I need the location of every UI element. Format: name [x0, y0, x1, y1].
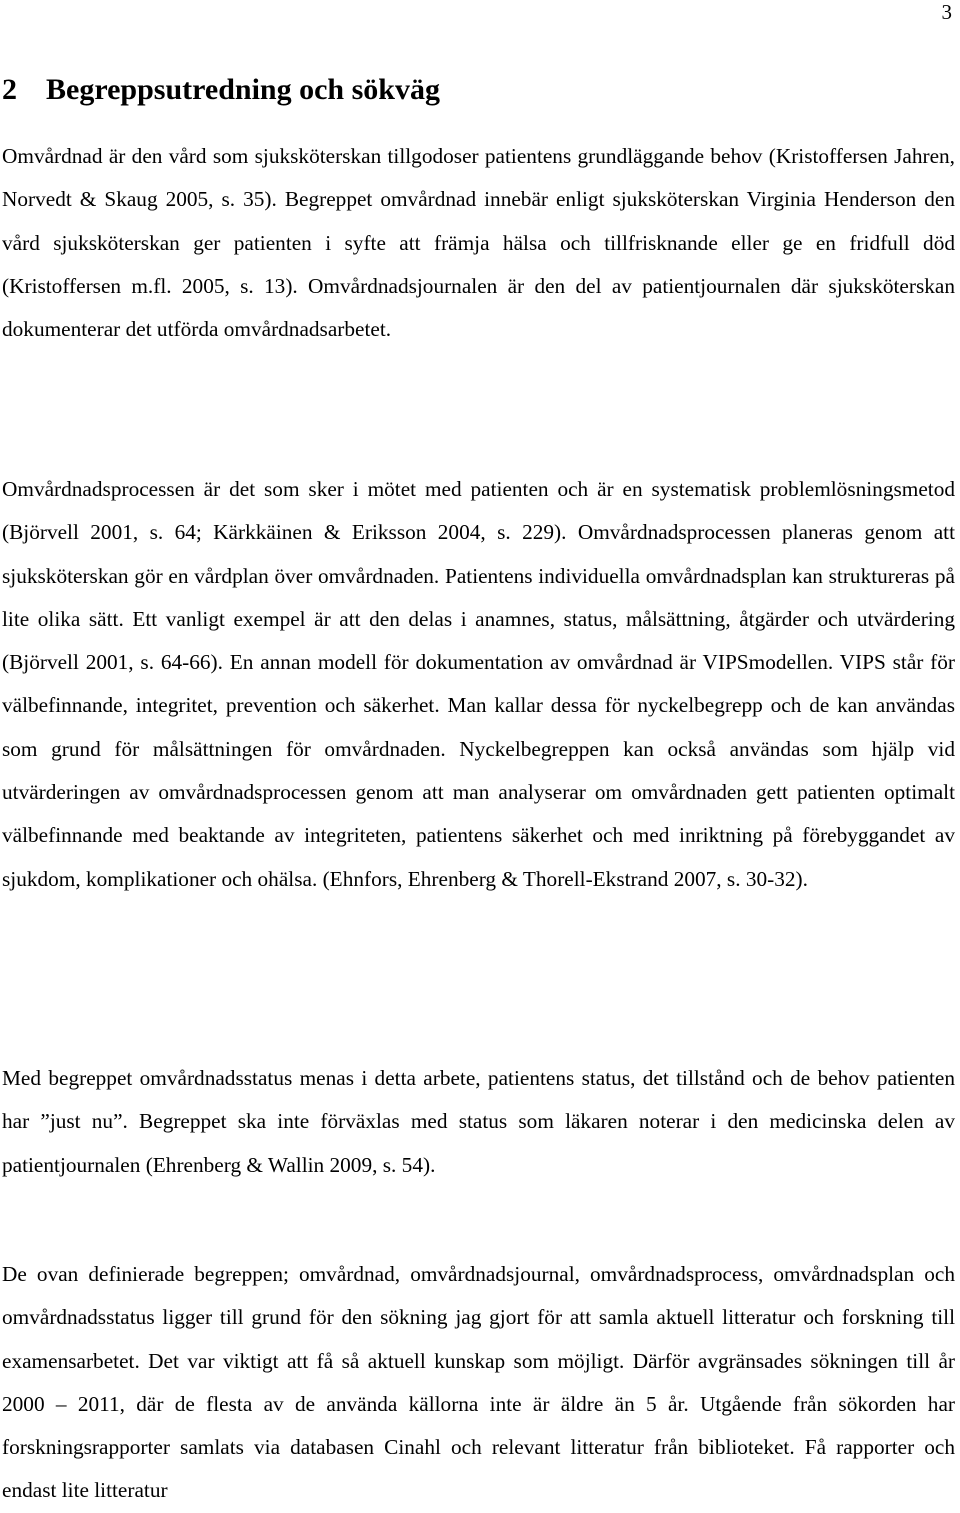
section-title: Begreppsutredning och sökväg [46, 73, 440, 106]
section-heading [2, 70, 440, 110]
paragraph-omvardnadsprocessen: Omvårdnadsprocessen är det som sker i mötet med patienten och är en systematisk problemlösningsmetod (Björvell 2001, s. 64; Kärkkäinen & Eriksson 2004, s. 229). Omvårdnadsprocessen planeras genom att sjuksköterskan gör en vårdplan över omvårdnaden. Patientens individuella omvårdnadsplan kan struktureras på lite olika sätt. Ett vanligt exempel är att den delas i anamnes, status, målsättning, åtgärder och utvärdering (Björvell 2001, s. 64-66). En annan modell för dokumentation av omvårdnad är VIPSmodellen. VIPS står för välbefinnande, integritet, prevention och säkerhet. Man kallar dessa för nyckelbegrepp och de kan användas som grund för målsättningen för omvårdnaden. Nyckelbegreppen kan också användas som hjälp vid utvärderingen av omvårdnadsprocessen genom att man analyserar om omvårdnaden gett patienten optimalt välbefinnande med beaktande av integriteten, patientens säkerhet och med inriktning på förebyggandet av sjukdom, komplikationer och ohälsa. (Ehnfors, Ehrenberg & Thorell-Ekstrand 2007, s. 30-32). [2, 477, 955, 891]
paragraph-omvardnad-definition: Omvårdnad är den vård som sjuksköterskan tillgodoser patientens grundläggande behov (Kristoffersen Jahren, Norvedt & Skaug 2005, s. 35). Begreppet omvårdnad innebär enligt sjuksköterskan Virginia Henderson den vård sjuksköterskan ger patienten i syfte att främja hälsa och tillfrisknande eller ge en fridfull död (Kristoffersen m.fl. 2005, s. 13). Omvårdnadsjournalen är den del av patientjournalen där sjuksköterskan dokumenterar det utförda omvårdnadsarbetet. [2, 144, 955, 342]
paragraph-sokvag: De ovan definierade begreppen; omvårdnad, omvårdnadsjournal, omvårdnadsprocess, omvårdnadsplan och omvårdnadsstatus ligger till grund för den sökning jag gjort för att samla aktuell litteratur och forskning till examensarbetet. Det var viktigt att få så aktuell kunskap som möjligt. Därför avgränsades sökningen till år 2000 – 2011, där de flesta av de använda källorna inte är äldre än 5 år. Utgående från sökorden har forskningsrapporter samlats via databasen Cinahl och relevant litteratur från biblioteket. Få rapporter och endast lite litteratur [2, 1262, 955, 1503]
section-number: 2 [2, 73, 17, 106]
paragraph-omvardnadsstatus: Med begreppet omvårdnadsstatus menas i detta arbete, patientens status, det tillstånd och de behov patienten har ”just nu”. Begreppet ska inte förväxlas med status som läkaren noterar i den medicinska delen av patientjournalen (Ehrenberg & Wallin 2009, s. 54). [2, 1066, 955, 1177]
page-number: 3 [941, 0, 952, 24]
